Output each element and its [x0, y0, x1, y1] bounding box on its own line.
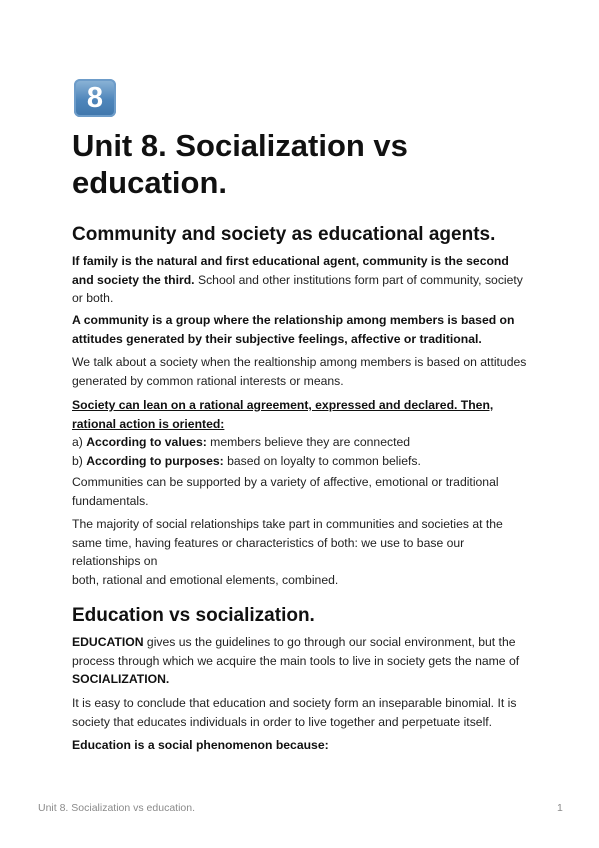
bold-text: EDUCATION [72, 635, 144, 649]
section-heading-education: Education vs socialization. [72, 605, 315, 626]
paragraph-society-definition: We talk about a society when the realtionship among members is based on attitudes generated by common rational interests or means. [72, 355, 527, 388]
paragraph-binomial: It is easy to conclude that education and society form an inseparable binomial. It is society that educates individuals in order to live together and perpetuate itself. [72, 696, 517, 729]
body-text: based on loyalty to common beliefs. [223, 453, 421, 468]
bold-text: If family is the natural and first educational agent, community is the second and society the third. [72, 254, 509, 287]
paragraph-majority-relationships [72, 515, 528, 589]
section-heading-community: Community and society as educational agents. [72, 224, 496, 245]
bold-text: According to purposes: [86, 453, 224, 468]
paragraph-social-phenomenon [72, 736, 528, 755]
page-title: Unit 8. Socialization vs education. [72, 128, 408, 200]
body-text: School and other institutions form part of community, society or both. [72, 272, 523, 305]
badge-digit: 8 [86, 82, 104, 114]
paragraph-family-agent [72, 252, 528, 308]
underlined-text: Society can lean on a rational agreement, expressed and declared. Then, rational action is oriented: [72, 398, 494, 431]
bold-text: Education is a social phenomenon because: [72, 738, 329, 752]
bold-text: According to values: [86, 435, 207, 449]
list-marker: b) [72, 453, 87, 468]
footer-title: Unit 8. Socialization vs education. [38, 802, 196, 814]
paragraph-education-guidelines [72, 633, 528, 689]
bold-text: A community is a group where the relationship among members is based on attitudes generated by their subjective feelings, affective or traditional. [72, 313, 515, 346]
body-text: both, rational and emotional elements, combined. [72, 572, 339, 587]
body-text: The majority of social relationships take part in communities and societies at the same time, having features or characteristics of both: we use to base our relationships on [72, 517, 503, 568]
body-text: gives us the guidelines to go through our social environment, but the process through which we acquire the main tools to live in society gets the name of [72, 635, 520, 668]
keycap-8-icon [74, 79, 116, 117]
list-marker: a) [72, 435, 87, 449]
paragraph-rational-action [72, 396, 528, 470]
paragraph-communities-supported: Communities can be supported by a variety of affective, emotional or traditional fundamentals. [72, 475, 499, 508]
footer-page-number: 1 [557, 802, 563, 814]
bold-text: SOCIALIZATION. [72, 672, 170, 686]
paragraph-community-definition [72, 311, 528, 348]
body-text: members believe they are connected [206, 435, 411, 449]
